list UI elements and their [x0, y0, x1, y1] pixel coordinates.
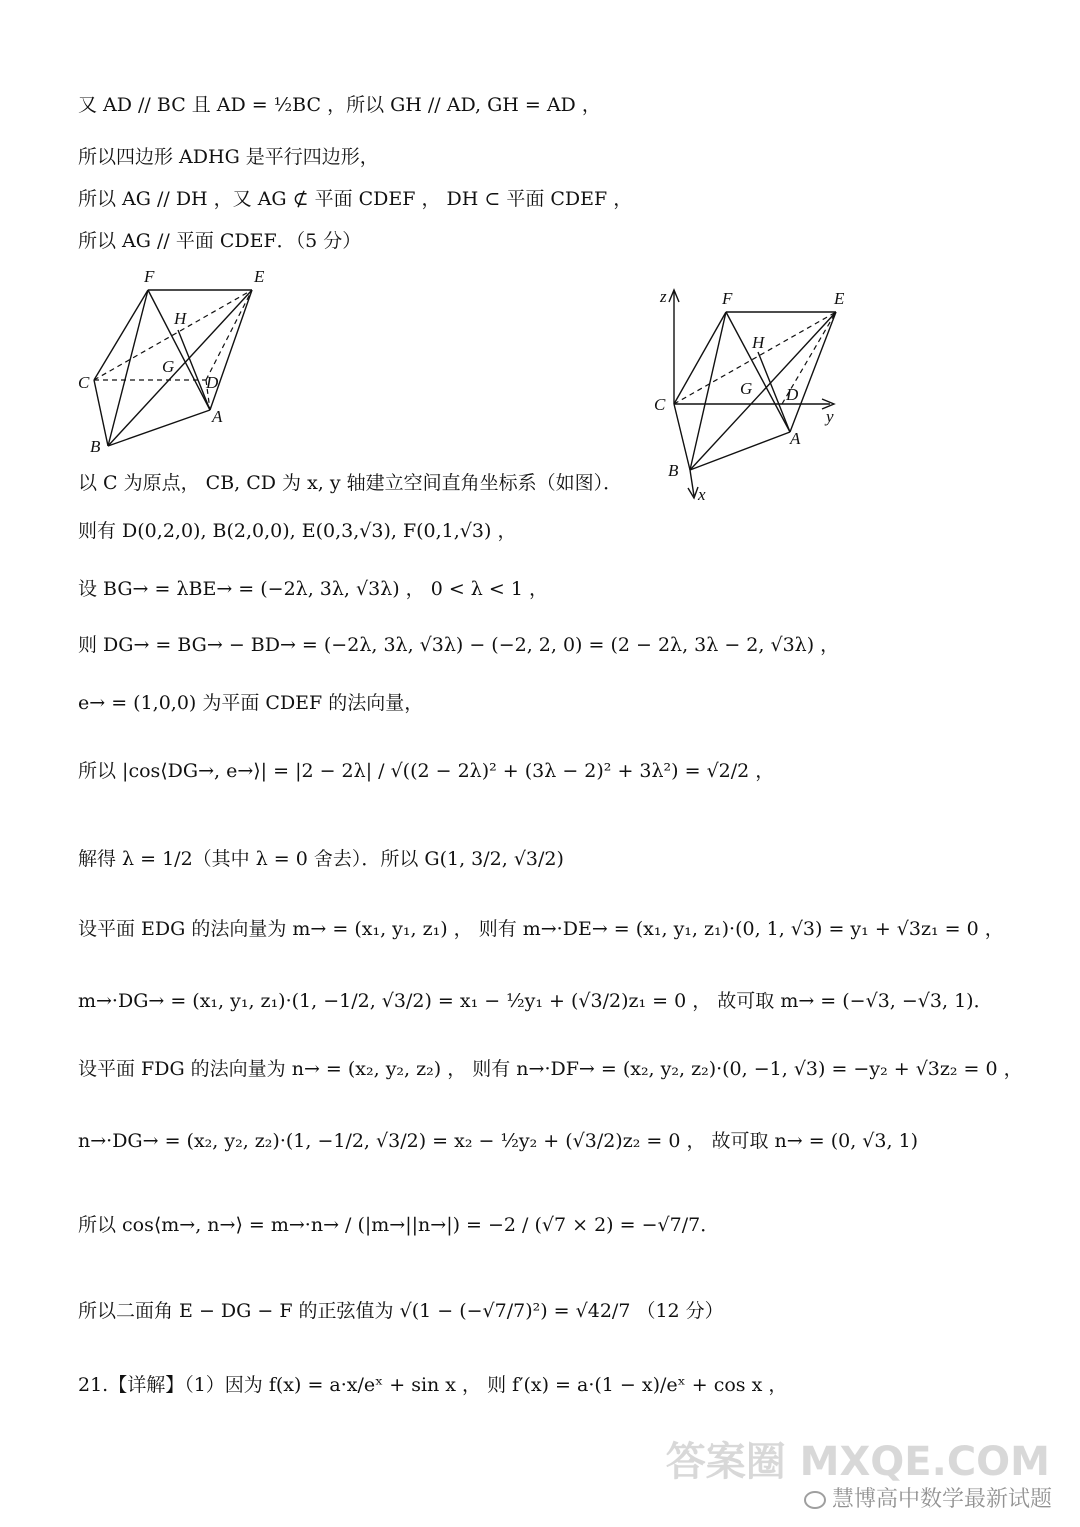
label-F: F: [722, 289, 733, 308]
label-B: B: [90, 437, 101, 456]
proof-line-17: 所以二面角 E − DG − F 的正弦值为 √(1 − (−√7/7)²) = √42/7 （12 分）: [78, 1300, 724, 1322]
label-D: D: [206, 373, 219, 392]
proof-line-1: 又 AD // BC 且 AD = ½BC ，所以 GH // AD, GH = AD ，: [78, 94, 601, 116]
wechat-icon: [804, 1491, 826, 1509]
proof-line-10: 所以 |cos⟨DG→, e→⟩| = |2 − 2λ| / √((2 − 2λ)² + (3λ − 2)² + 3λ²) = √2/2 ，: [78, 760, 775, 782]
proof-line-7: 设 BG→ = λBE→ = (−2λ, 3λ, √3λ) ， 0 < λ < 1 ，: [78, 578, 548, 600]
proof-line-2: 所以四边形 ADHG 是平行四边形，: [78, 146, 379, 168]
label-x: x: [698, 485, 706, 504]
label-G: G: [162, 357, 175, 376]
left-figure: [70, 262, 290, 466]
label-H: H: [174, 309, 187, 328]
proof-line-8: 则 DG→ = BG→ − BD→ = (−2λ, 3λ, √3λ) − (−2, 2, 0) = (2 − 2λ, 3λ − 2, √3λ) ，: [78, 634, 840, 656]
label-y: y: [826, 407, 834, 426]
watermark-logo: 答案圈 MXQE.COM: [665, 1439, 1050, 1485]
label-H: H: [752, 333, 765, 352]
proof-line-13: m→·DG→ = (x₁, y₁, z₁)·(1, −1/2, √3/2) = x₁ − ½y₁ + (√3/2)z₁ = 0 ， 故可取 m→ = (−√3, −√3, 1)．: [78, 990, 993, 1012]
label-E: E: [254, 267, 265, 286]
right-figure: [650, 282, 860, 516]
label-E: E: [834, 289, 845, 308]
proof-line-5: 以 C 为原点， CB, CD 为 x, y 轴建立空间直角坐标系（如图）．: [78, 472, 623, 494]
proof-line-9: e→ = (1,0,0) 为平面 CDEF 的法向量，: [78, 692, 424, 714]
proof-line-16: 所以 cos⟨m→, n→⟩ = m→·n→ / (|m→||n→|) = −2 / (√7 × 2) = −√7/7．: [78, 1214, 720, 1236]
label-C: C: [78, 373, 90, 392]
label-A: A: [790, 429, 801, 448]
watermark: [804, 1482, 1052, 1513]
proof-line-6: 则有 D(0,2,0), B(2,0,0), E(0,3,√3), F(0,1,√3) ，: [78, 520, 517, 542]
proof-line-14: 设平面 FDG 的法向量为 n→ = (x₂, y₂, z₂) ， 则有 n→·DF→ = (x₂, y₂, z₂)·(0, −1, √3) = −y₂ + √3z₂ = 0 ，: [78, 1058, 1023, 1080]
proof-line-4: 所以 AG // 平面 CDEF．（5 分）: [78, 230, 362, 252]
label-C: C: [654, 395, 666, 414]
label-D: D: [786, 385, 799, 404]
left-figure-svg: [70, 262, 290, 462]
label-G: G: [740, 379, 753, 398]
right-figure-svg: [650, 282, 860, 512]
proof-line-12: 设平面 EDG 的法向量为 m→ = (x₁, y₁, z₁) ， 则有 m→·DE→ = (x₁, y₁, z₁)·(0, 1, √3) = y₁ + √3z₁ = 0 ，: [78, 918, 1004, 940]
watermark-text: 慧博高中数学最新试题: [831, 1487, 1052, 1512]
proof-line-3: 所以 AG // DH ，又 AG ⊄ 平面 CDEF ， DH ⊂ 平面 CDEF ，: [78, 188, 633, 210]
proof-line-18: 21.【详解】（1）因为 f(x) = a·x/eˣ + sin x ， 则 f′(x) = a·(1 − x)/eˣ + cos x ，: [78, 1374, 788, 1396]
label-B: B: [668, 461, 679, 480]
proof-line-11: 解得 λ = 1/2（其中 λ = 0 舍去）．所以 G(1, 3/2, √3/2): [78, 848, 564, 870]
label-z: z: [660, 287, 667, 306]
label-A: A: [212, 407, 223, 426]
proof-line-15: n→·DG→ = (x₂, y₂, z₂)·(1, −1/2, √3/2) = x₂ − ½y₂ + (√3/2)z₂ = 0 ， 故可取 n→ = (0, √3, 1): [78, 1130, 919, 1152]
label-F: F: [144, 267, 155, 286]
